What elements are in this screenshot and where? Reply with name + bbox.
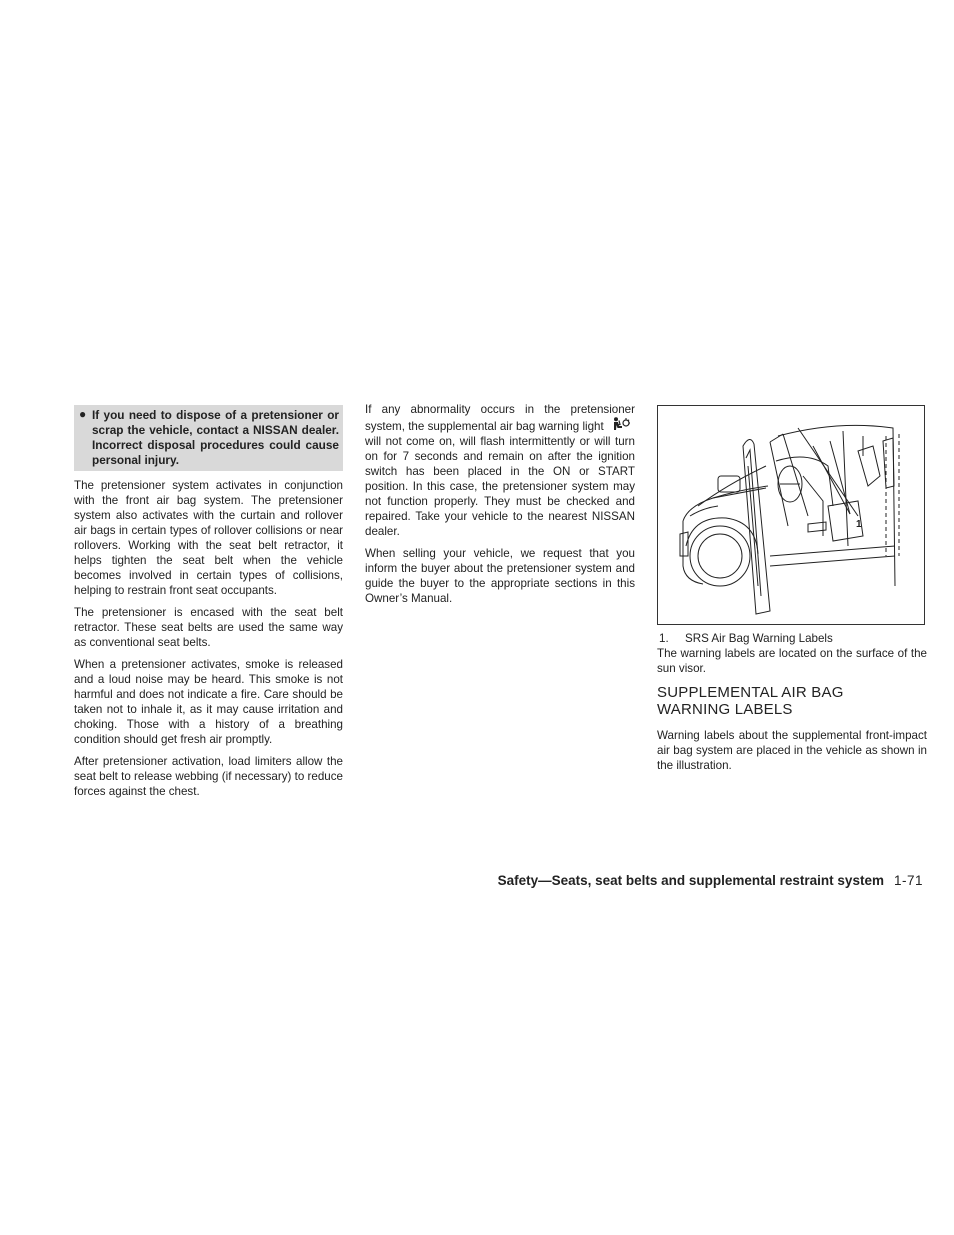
warning-text: If you need to dispose of a pretensioner or scrap the vehicle, contact a NISSAN dealer. Incorrect disposal procedures could cause personal injury. <box>92 408 339 467</box>
figure-callout-number: 1 <box>856 519 862 530</box>
column-left <box>74 405 343 806</box>
caption-text: SRS Air Bag Warning Labels <box>685 632 833 645</box>
figure-caption <box>657 631 927 646</box>
warning-box <box>74 405 343 471</box>
section-heading <box>657 684 927 718</box>
heading-line-2: WARNING LABELS <box>657 701 793 718</box>
bullet-icon: ● <box>79 407 87 421</box>
paragraph: When a pretensioner activates, smoke is released and a loud noise may be heard. This smoke is not harmful and does not indicate a fire. Care should be taken not to inhale it, as it may cause irritation and choking. Those with a history of a breathing condition should get fresh air promptly. <box>74 658 343 746</box>
paragraph-abnormality <box>365 402 635 539</box>
page-number: 1-71 <box>893 873 923 888</box>
vehicle-illustration <box>657 405 925 625</box>
text-after-icon: will not come on, will flash intermittently or will turn on for 7 seconds and remain on after the ignition switch has been placed in the ON or START position. In this case, the pretensioner system may not function properly. They must be checked and repaired. Take your vehicle to the nearest NISSAN dealer. <box>365 435 635 538</box>
paragraph-warning-labels: Warning labels about the supplemental front-impact air bag system are placed in the vehicle as shown in the illustration. <box>657 729 927 772</box>
airbag-warning-light-icon <box>611 417 631 431</box>
vehicle-line-drawing <box>658 406 924 624</box>
text-before-icon: If any abnormality occurs in the pretensioner system, the supplemental air bag warning light <box>365 403 635 433</box>
footer-section-title: Safety—Seats, seat belts and supplemental restraint system <box>497 873 884 888</box>
column-middle <box>365 402 635 613</box>
caption-number: 1. <box>659 632 669 645</box>
heading-line-1: SUPPLEMENTAL AIR BAG <box>657 684 844 701</box>
column-right <box>657 405 927 780</box>
paragraph: The pretensioner is encased with the seat belt retractor. These seat belts are used the same way as conventional seat belts. <box>74 606 343 649</box>
paragraph: After pretensioner activation, load limiters allow the seat belt to release webbing (if necessary) to reduce forces against the chest. <box>74 755 343 798</box>
paragraph-selling: When selling your vehicle, we request that you inform the buyer about the pretensioner system and guide the buyer to the appropriate sections in this Owner’s Manual. <box>365 547 635 605</box>
page-footer <box>498 873 923 888</box>
caption-description: The warning labels are located on the surface of the sun visor. <box>657 647 927 675</box>
paragraph: The pretensioner system activates in conjunction with the front air bag system. The pretensioner system also activates with the curtain and rollover air bags in certain types of rollover collisions or near rollovers. Working with the seat belt retractor, it helps tighten the seat belt when the vehicle becomes involved in certain types of collisions, helping to restrain front seat occupants. <box>74 479 343 597</box>
